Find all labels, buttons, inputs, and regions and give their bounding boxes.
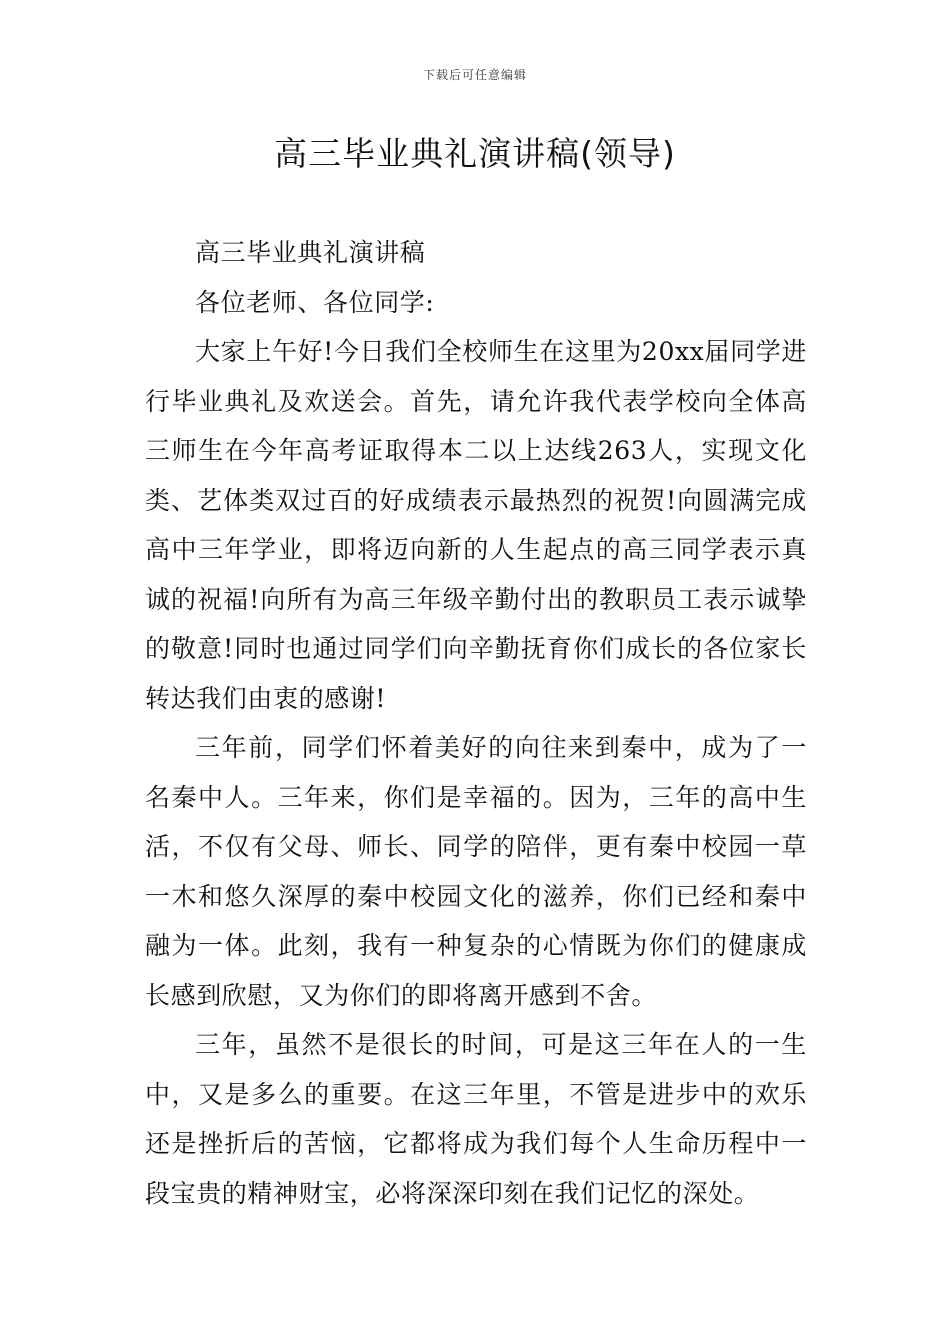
document-body bbox=[145, 228, 807, 1218]
paragraph-body-3: 三年，虽然不是很长的时间，可是这三年在人的一生中，又是多么的重要。在这三年里，不管是进步中的欢乐还是挫折后的苦恼，它都将成为我们每个人生命历程中一段宝贵的精神财宝，必将深深印刻在我们记忆的深处。 bbox=[145, 1030, 807, 1208]
paragraph-salutation: 各位老师、各位同学: bbox=[195, 287, 435, 317]
paragraph-body-2: 三年前，同学们怀着美好的向往来到秦中，成为了一名秦中人。三年来，你们是幸福的。因为，三年的高中生活，不仅有父母、师长、同学的陪伴，更有秦中校园一草一木和悠久深厚的秦中校园文化的滋养，你们已经和秦中融为一体。此刻，我有一种复杂的心情既为你们的健康成长感到欣慰，又为你们的即将离开感到不舍。 bbox=[145, 733, 807, 1010]
paragraph-body-1: 大家上午好!今日我们全校师生在这里为20xx届同学进行毕业典礼及欢送会。首先，请允许我代表学校向全体高三师生在今年高考证取得本二以上达线263人，实现文化类、艺体类双过百的好成绩表示最热烈的祝贺!向圆满完成高中三年学业，即将迈向新的人生起点的高三同学表示真诚的祝福!向所有为高三年级辛勤付出的教职员工表示诚挚的敬意!同时也通过同学们向辛勤抚育你们成长的各位家长转达我们由衷的感谢! bbox=[145, 337, 807, 713]
document-title: 高三毕业典礼演讲稿(领导) bbox=[274, 134, 676, 173]
paragraph-subtitle: 高三毕业典礼演讲稿 bbox=[195, 238, 426, 267]
header-note: 下载后可任意编辑 bbox=[422, 68, 527, 82]
